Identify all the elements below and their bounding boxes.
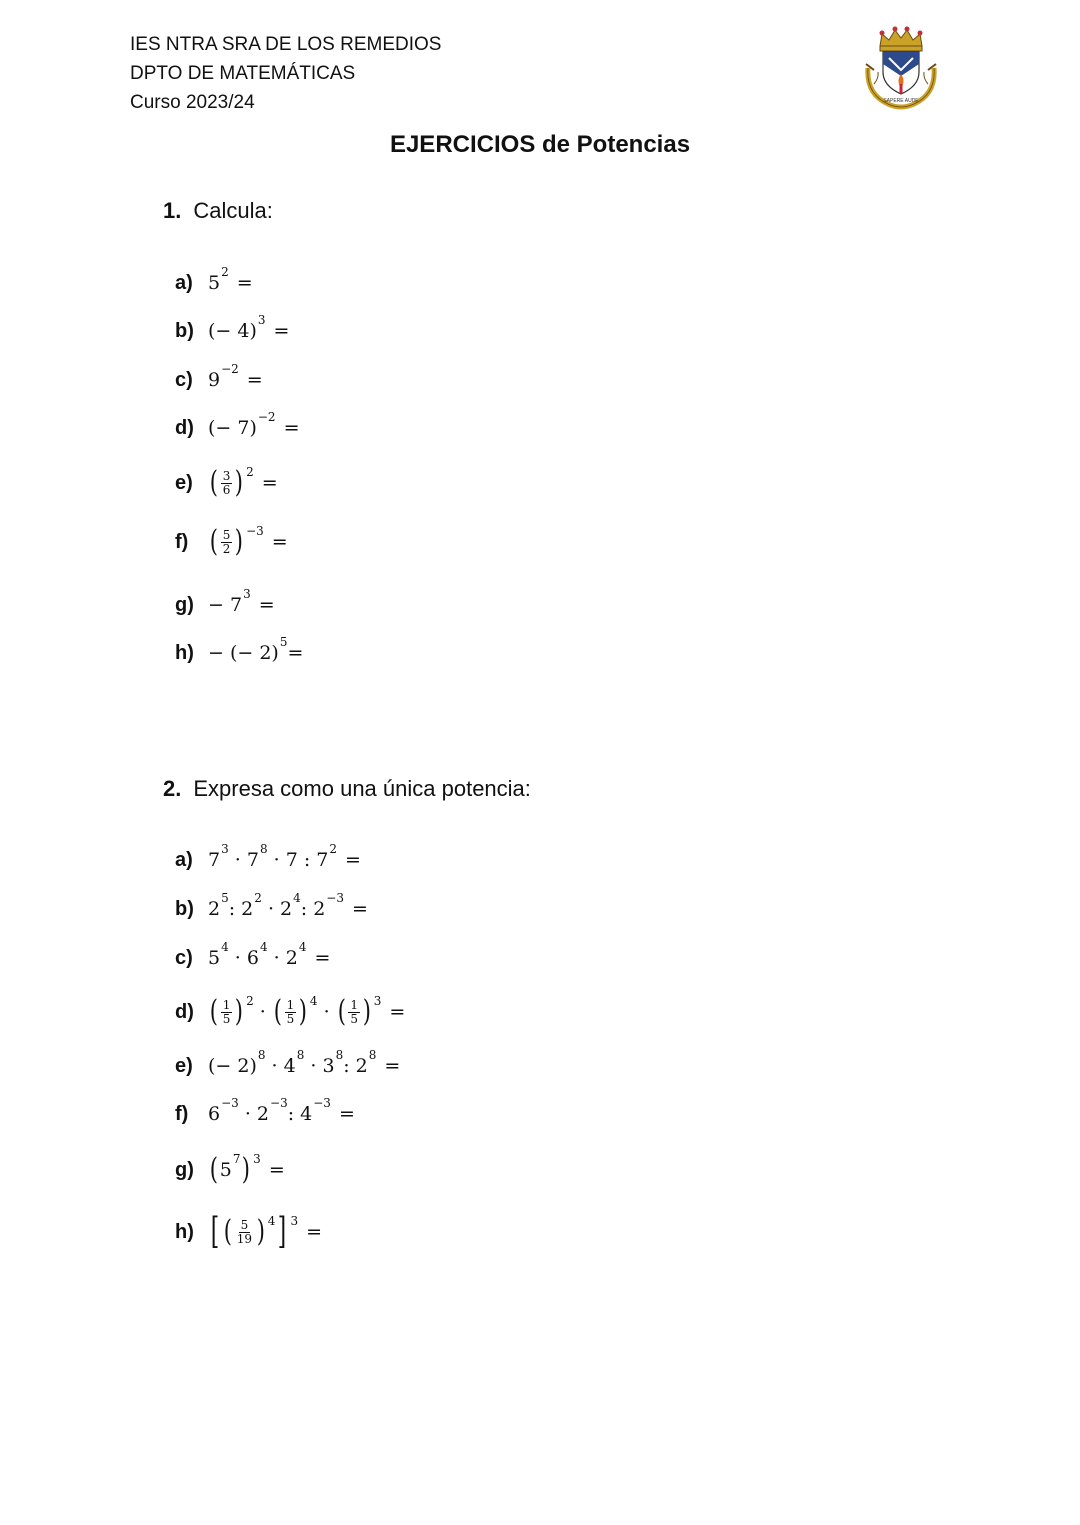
exercise-label: g) [175,1158,194,1181]
exercise-2e [175,1046,400,1086]
math-expression: (− 7) $^{-2}$ = [208,410,300,439]
exercise-2h [175,1212,322,1252]
exercise-label: h) [175,1220,194,1243]
exercise-1b [175,311,289,351]
exercise-label: f) [175,530,189,553]
math-expression: 9 $^{-2}$ = [208,362,263,391]
math-expression: − 7 $^3$ = [208,587,275,616]
exercise-1f [175,522,288,562]
section-2-number: 2. [163,776,182,801]
exercise-label: e) [175,471,193,494]
section-2-label: Expresa como una única potencia: [193,776,531,801]
exercise-1g [175,585,275,625]
math-expression: ( 5 2 ) $^{-3}$ = [209,524,288,559]
exercise-2f [175,1094,355,1134]
exercise-label: d) [175,1000,194,1023]
section-1-label: Calcula: [193,198,273,223]
exercise-label: e) [175,1054,193,1077]
math-expression: 5 $^2$ = [208,265,253,294]
math-expression: 6 $^{-3}$ · 2 $^{-3}$ : 4 $^{-3}$ = [208,1096,355,1125]
exercise-label: c) [175,368,193,391]
exercise-1c [175,360,263,400]
exercise-1e [175,463,278,503]
crest-motto: SAPERE AUDE [883,98,919,104]
section-1-heading [163,198,273,224]
math-expression: (− 2) $^8$ · 4 $^8$ · 3 $^8$ : 2 $^8$ = [208,1048,401,1077]
exercise-2g [175,1150,285,1190]
exercise-2c [175,938,330,978]
math-expression: [ ( 5 19 ) $^4$ ] $^3$ = [210,1211,323,1252]
school-name: IES NTRA SRA DE LOS REMEDIOS [130,34,442,55]
exercise-2a [175,840,361,880]
exercise-label: b) [175,897,194,920]
exercise-1a [175,263,253,303]
math-expression: (− 4) $^3$ = [208,313,290,342]
exercise-2d [175,992,405,1032]
exercise-label: h) [175,641,194,664]
school-crest-logo [862,24,940,112]
math-expression: ( 5 $^7$ ) $^3$ = [209,1152,285,1187]
school-year: Curso 2023/24 [130,92,255,113]
math-expression: ( 3 6 ) $^2$ = [209,465,278,500]
math-expression: ( 1 5 ) $^2$ · ( 1 5 ) $^4$ · ( 1 5 ) $^3$ = [209,994,406,1029]
exercise-label: b) [175,319,194,342]
math-expression: − (− 2) $^5$ = [208,635,304,664]
exercise-label: f) [175,1102,189,1125]
exercise-label: d) [175,416,194,439]
exercise-1h [175,633,303,673]
school-header [130,30,441,117]
exercise-1d [175,408,300,448]
math-expression: 7 $^3$ · 7 $^8$ · 7 : 7 $^2$ = [208,842,361,871]
department-name: DPTO DE MATEMÁTICAS [130,63,356,84]
page-title: EJERCICIOS de Potencias [389,131,691,158]
exercise-label: c) [175,946,193,969]
exercise-label: a) [175,271,193,294]
exercise-2b [175,889,368,929]
exercise-label: g) [175,593,194,616]
math-expression: 5 $^4$ · 6 $^4$ · 2 $^4$ = [208,940,331,969]
section-2-heading [163,776,531,802]
section-1-number: 1. [163,198,182,223]
math-expression: 2 $^5$ : 2 $^2$ · 2 $^4$ : 2 $^{-3}$ = [208,891,368,920]
exercise-label: a) [175,848,193,871]
